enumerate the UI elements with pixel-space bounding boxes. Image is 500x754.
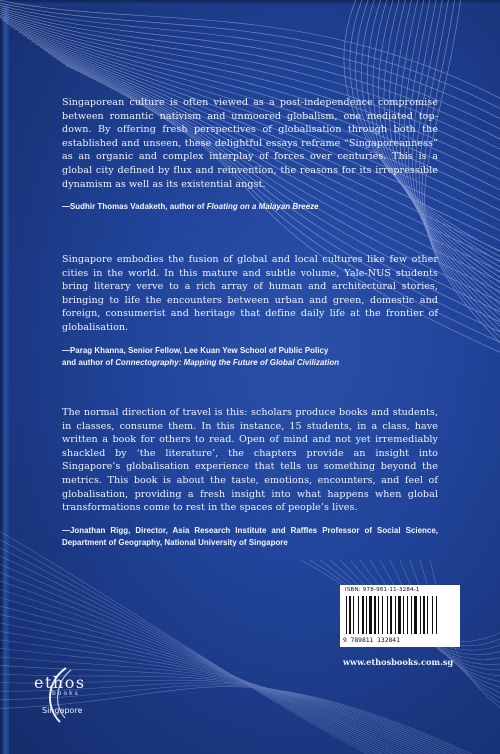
- attribution-title: Floating on a Malayan Breeze: [206, 202, 319, 212]
- attribution-prefix: —Sudhir Thomas Vadaketh, author of: [62, 202, 207, 212]
- blurb-3-text: The normal direction of travel is this: scholars produce books and students, in classes, consume them. In this instance, 15 students, in a class, have written a book for others to read. Open of mind and not yet irremediably shackled by ‘the literature’, the chapters provide an insight into Singapore’s globalisation experience that tells us something beyond the metrics. This book is about the taste, emotions, encounters, and feel of globalisation, providing a fresh insight into what happens when global transformations come to rest in the spaces of people’s lives.: [62, 407, 438, 514]
- publisher-city: Singapore: [42, 706, 83, 715]
- blurb-2-attribution: [62, 345, 438, 370]
- blurb-1: [62, 96, 438, 214]
- publisher-name: ethos: [34, 673, 86, 692]
- barcode-digits: 9 789811 132841: [343, 637, 400, 644]
- attribution-line-1: —Parag Khanna, Senior Fellow, Lee Kuan Yew School of Public Policy: [62, 345, 329, 355]
- attribution-prefix: and author of: [62, 358, 116, 368]
- isbn-label: ISBN: 978-981-11-3284-1: [345, 587, 420, 593]
- attribution-title: Connectography: Mapping the Future of Global Civilization: [115, 358, 340, 368]
- blurb-3: [62, 406, 438, 550]
- barcode-bars: [346, 596, 456, 636]
- blurb-3-attribution: —Jonathan Rigg, Director, Asia Research Institute and Raffles Professor of Social Science, Department of Geography, National University of Singapore: [62, 525, 438, 548]
- blurb-2-text: Singapore embodies the fusion of global and local cultures like few other cities in the world. In this mature and subtle volume, Yale-NUS students bring literary verve to a rich array of human and architectural stories, bringing to life the encounters between urban and green, domestic and foreign, consumerist and heritage that define daily life at the frontier of globalisation.: [62, 254, 438, 333]
- blurb-1-text: Singaporean culture is often viewed as a post-independence compromise between romantic nativism and unmoored globalism, one mediated top-down. By offering fresh perspectives of globalisation through both the established and unseen, these delightful essays reframe “Singaporeanness” as an organic and complex interplay of forces over centuries. This is a global city defined by flux and reinvention, the reasons for its irrepressible dynamism as well as its existential angst.: [62, 97, 438, 190]
- blurb-2: [62, 253, 438, 370]
- attribution-line-2: [62, 357, 438, 370]
- publisher-url: www.ethosbooks.com.sg: [343, 657, 454, 667]
- blurb-1-attribution: [62, 201, 438, 214]
- publisher-logo-arc: [38, 660, 128, 740]
- publisher-sub: books: [52, 690, 80, 697]
